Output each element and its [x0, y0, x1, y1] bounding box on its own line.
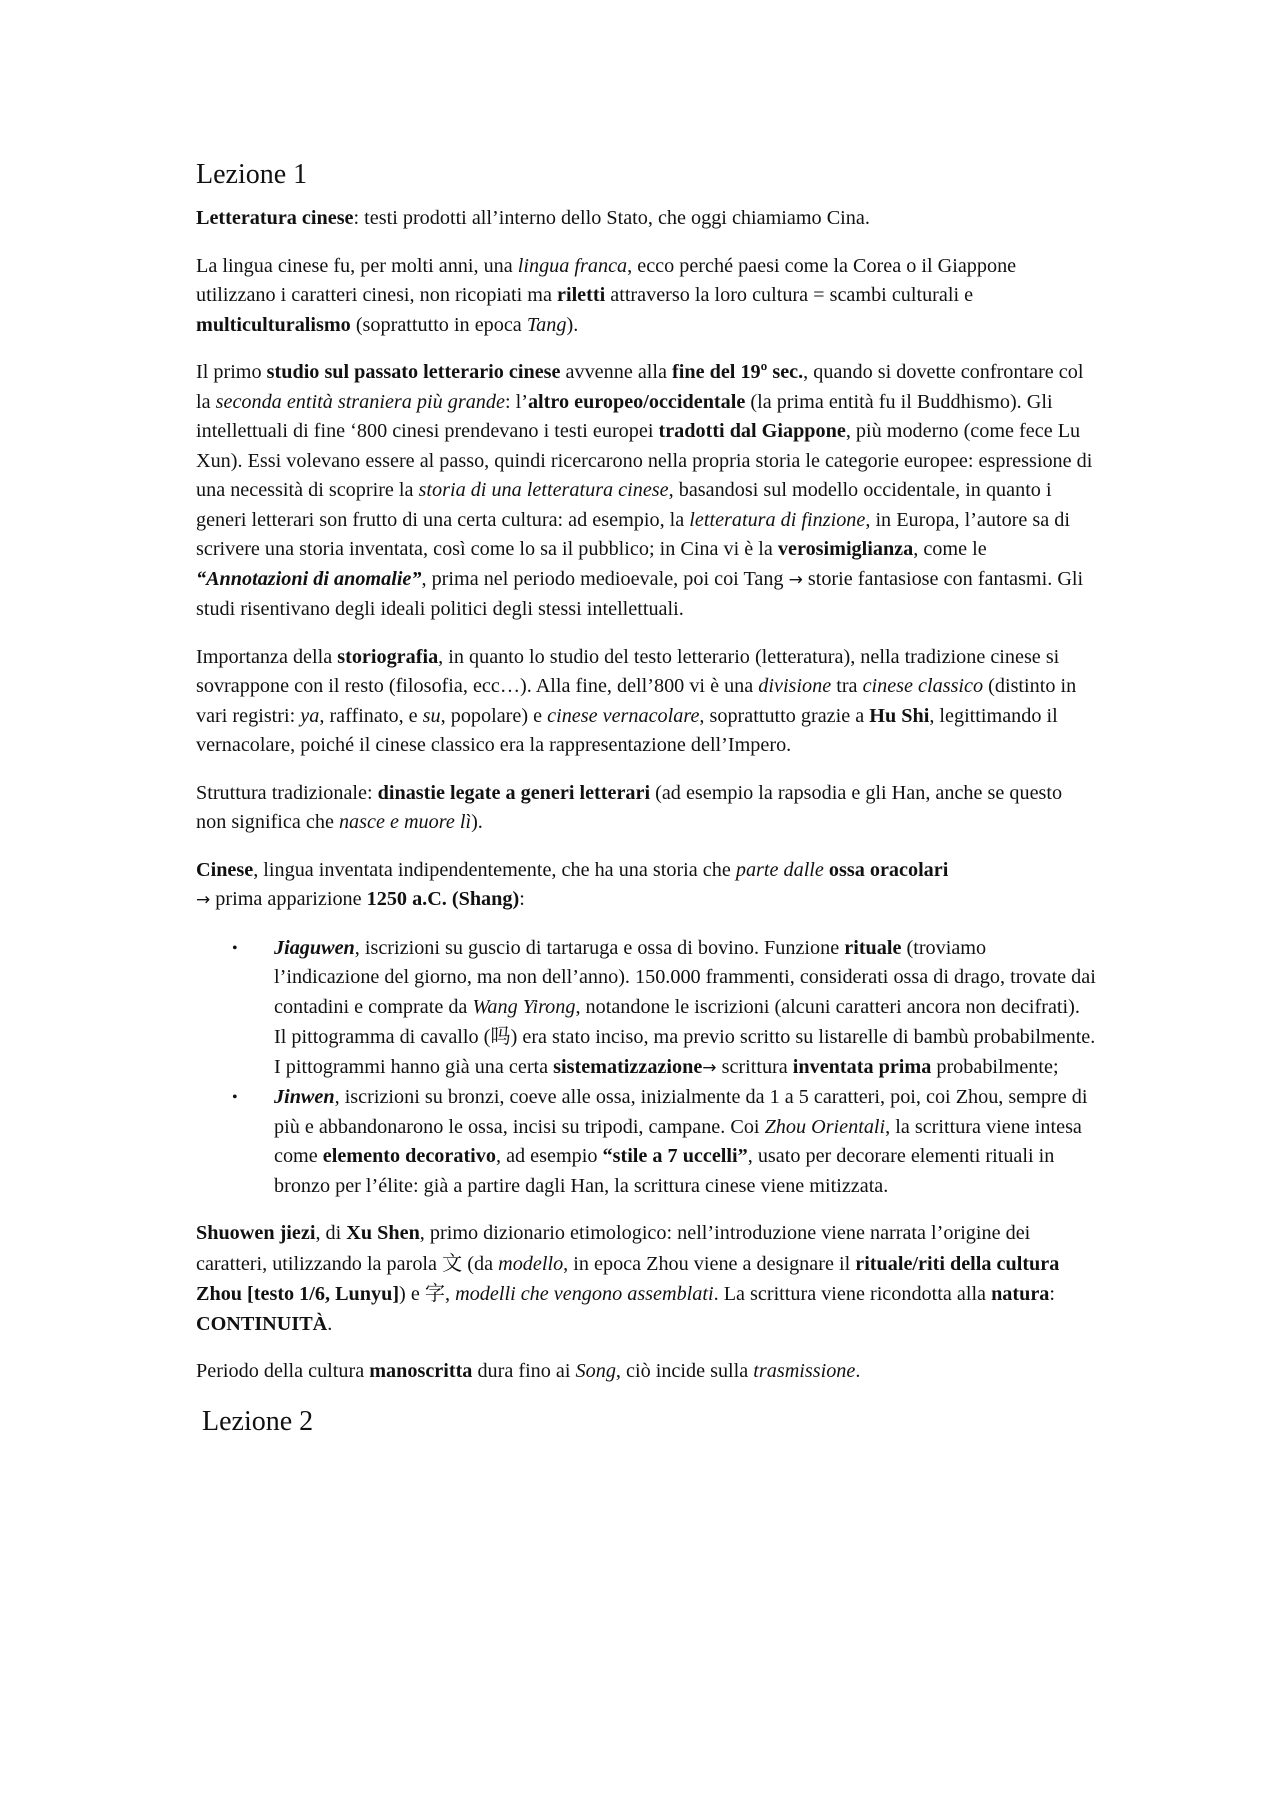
term-bold: ossa oracolari [828, 858, 949, 881]
text: attraverso la loro cultura = scambi culturali e [605, 284, 974, 306]
term-bold: Xu Shen [346, 1222, 420, 1244]
text: , raffinato, e [319, 704, 423, 727]
text: tra [831, 675, 863, 697]
text: Struttura tradizionale: [196, 781, 378, 804]
right-arrow-icon: → [196, 890, 211, 910]
text: , basandosi sul modello occidentale, in quanto i generi letterari son frutto di una certa cultura: ad esempio, la [196, 479, 1052, 531]
term-italic: storia di una letteratura cinese [418, 479, 669, 501]
page-title: Lezione 1 [196, 159, 308, 190]
text: ). [471, 811, 483, 833]
term-bold-italic: “Annotazioni di anomalie” [196, 567, 422, 590]
right-arrow-icon: → [702, 1057, 717, 1078]
text: : [519, 888, 525, 910]
cjk-character: 字 [424, 1281, 446, 1305]
term-italic: cinese classico [862, 675, 984, 697]
text: , notandone le iscrizioni (alcuni caratteri ancora non decifrati). Il pittogramma di cavallo ( [274, 995, 1080, 1048]
text: , la scrittura viene intesa come [274, 1115, 1082, 1167]
term-italic: divisione [758, 675, 832, 697]
text: prima apparizione [210, 888, 367, 910]
term-bold: riletti [557, 284, 606, 306]
text: La lingua cinese fu, per molti anni, una [196, 254, 518, 277]
term-bold: rituale [844, 936, 902, 959]
term-italic: ya [300, 704, 320, 727]
paragraph-studio-passato [196, 358, 1096, 625]
text: Periodo della cultura [196, 1360, 370, 1382]
text: , usato per decorare elementi rituali in bronzo per l’élite: già a partire dagli Han, la scrittura cinese viene mitizzata. [274, 1145, 1055, 1197]
term-italic: modelli che vengono assemblati [455, 1283, 714, 1305]
section-title: Lezione 2 [202, 1405, 314, 1437]
bullet-list [196, 934, 1096, 1202]
text: : [1049, 1283, 1055, 1305]
text: , quando si dovette confrontare col la [196, 361, 1084, 413]
paragraph-cinese [196, 856, 1096, 916]
term-italic: seconda entità straniera più grande [215, 390, 505, 413]
term-italic: Wang Yirong [472, 995, 576, 1018]
term-bold: elemento decorativo [322, 1145, 496, 1167]
term-bold: Cinese [196, 858, 254, 881]
term-italic: Song [575, 1360, 616, 1382]
term-bold: dinastie legate a generi letterari [377, 781, 651, 804]
text: , in quanto lo studio del testo letterario (letteratura), nella tradizione cinese si sovrappone con il resto (filosofia, ecc…). Alla fine, dell’800 vi è una [196, 645, 1060, 697]
term-italic: trasmissione [753, 1360, 856, 1382]
text: , popolare) e [440, 704, 548, 727]
text: (la prima entità fu il Buddhismo). Gli intellettuali di fine ‘800 cinesi prendevano i testi europei [196, 390, 1053, 442]
term-bold: altro europeo/occidentale [527, 390, 746, 413]
text: . La scrittura viene ricondotta alla [713, 1283, 992, 1305]
text: , [445, 1283, 456, 1305]
text: , come le [913, 538, 987, 560]
term-bold: studio sul passato letterario cinese [266, 361, 561, 383]
term-bold: 1250 a.C. (Shang) [366, 888, 520, 910]
text: ). [566, 313, 579, 336]
paragraph-storiografia [196, 643, 1096, 761]
cjk-character: 文 [442, 1250, 463, 1275]
term-italic: su [422, 704, 441, 727]
term-italic: Tang [526, 313, 567, 336]
text: , iscrizioni su bronzi, coeve alle ossa, inizialmente da 1 a 5 caratteri, poi, coi Zhou, sempre di più e abbandonarono le ossa, incisi su tripodi, campane. Coi [274, 1086, 1088, 1138]
text: ) era stato inciso, ma previo scritto su listarelle di bambù probabilmente. I pittogrammi hanno già una certa [274, 1026, 1096, 1078]
text: dura fino ai [472, 1360, 576, 1382]
term-italic: lingua franca [517, 254, 628, 277]
text: (distinto in vari registri: [196, 675, 1077, 727]
paragraph-lingua-franca [196, 252, 1096, 341]
text: , più moderno (come fece Lu Xun). Essi volevano essere al passo, quindi ricercarono nella propria storia le categorie europee: espressione di una necessità di scoprire la [196, 420, 1093, 501]
text: ) e [399, 1283, 425, 1305]
term-bold: verosimiglianza [777, 538, 914, 560]
paragraph-shuowen [196, 1219, 1096, 1339]
text: : testi prodotti all’interno dello Stato, che oggi chiamiamo Cina. [353, 207, 870, 229]
text: probabilmente; [931, 1055, 1059, 1078]
text: , ad esempio [495, 1145, 603, 1167]
term-bold: natura [991, 1283, 1050, 1305]
text: . [327, 1312, 333, 1335]
paragraph-manoscritta [196, 1357, 1096, 1387]
text: storie fantasiose con fantasmi. Gli studi risentivano degli ideali politici degli stessi intellettuali. [196, 567, 1084, 620]
paragraph-struttura [196, 779, 1096, 838]
text: Importanza della [196, 645, 338, 668]
text: , legittimando il vernacolare, poiché il cinese classico era la rappresentazione dell’Impero. [196, 704, 1058, 756]
term-bold: inventata prima [792, 1055, 932, 1078]
term-italic: Zhou Orientali [764, 1115, 886, 1138]
term-bold: storiografia [337, 645, 439, 668]
text: , iscrizioni su guscio di tartaruga e ossa di bovino. Funzione [354, 936, 845, 959]
term-bold: “stile a 7 uccelli” [602, 1145, 748, 1167]
term-italic: modello [498, 1252, 564, 1275]
text: , in epoca Zhou viene a designare il [563, 1252, 856, 1275]
term-bold: sistematizzazione [553, 1055, 703, 1078]
term-italic: letteratura di finzione [689, 508, 866, 531]
text: : l’ [504, 390, 528, 413]
text: (troviamo l’indicazione del giorno, ma non dell’anno). 150.000 frammenti, considerati ossa di drago, trovate dai contadini e comprate da [274, 936, 1096, 1018]
term-bold-italic: Jinwen [274, 1086, 335, 1108]
document-body [196, 158, 1096, 1451]
term-bold: manoscritta [369, 1360, 473, 1382]
text: , prima nel periodo medioevale, poi coi Tang [421, 567, 789, 590]
list-item-jinwen [232, 1083, 1096, 1201]
term-bold-italic: Jiaguwen [274, 936, 355, 959]
text: , ciò incide sulla [615, 1360, 754, 1382]
term-italic: parte dalle [735, 858, 824, 881]
text: avvenne alla [560, 361, 673, 383]
text: , in Europa, l’autore sa di scrivere una storia inventata, così come lo sa il pubblico; in Cina vi è la [196, 508, 1070, 560]
text: (ad esempio la rapsodia e gli Han, anche se questo non significa che [196, 781, 1063, 833]
term-bold: CONTINUITÀ [196, 1312, 328, 1335]
term-italic: cinese vernacolare [547, 704, 700, 727]
cjk-character: 吗 [490, 1024, 511, 1048]
text: , soprattutto grazie a [699, 704, 870, 727]
text: , ecco perché paesi come la Corea o il Giappone utilizzano i caratteri cinesi, non ricopiati ma [196, 254, 1017, 306]
term-bold: Letteratura cinese [196, 207, 354, 229]
bullet-icon: • [232, 1089, 238, 1106]
text: scrittura [716, 1055, 793, 1078]
term-bold: tradotti dal Giappone [658, 420, 846, 442]
paragraph-definition [196, 204, 1096, 234]
term-bold: fine del 19º sec. [672, 361, 804, 383]
text: (da [462, 1252, 499, 1275]
text: , di [315, 1222, 347, 1244]
term-bold: Hu Shi [869, 704, 930, 727]
term-bold: Shuowen jiezi [196, 1222, 316, 1244]
right-arrow-icon: → [788, 569, 803, 590]
list-item-jiaguwen [232, 934, 1096, 1084]
text: (soprattutto in epoca [350, 313, 527, 336]
text: , primo dizionario etimologico: nell’introduzione viene narrata l’origine dei caratteri, utilizzando la parola [196, 1222, 1031, 1275]
text: . [855, 1360, 861, 1382]
term-bold: multiculturalismo [196, 313, 351, 336]
term-italic: nasce e muore lì [338, 811, 472, 833]
text: , lingua inventata indipendentemente, che ha una storia che [253, 858, 736, 881]
bullet-icon: • [232, 939, 238, 957]
text: Il primo [196, 361, 267, 383]
term-bold: rituale/riti della cultura Zhou [testo 1/6, Lunyu] [196, 1252, 1060, 1305]
